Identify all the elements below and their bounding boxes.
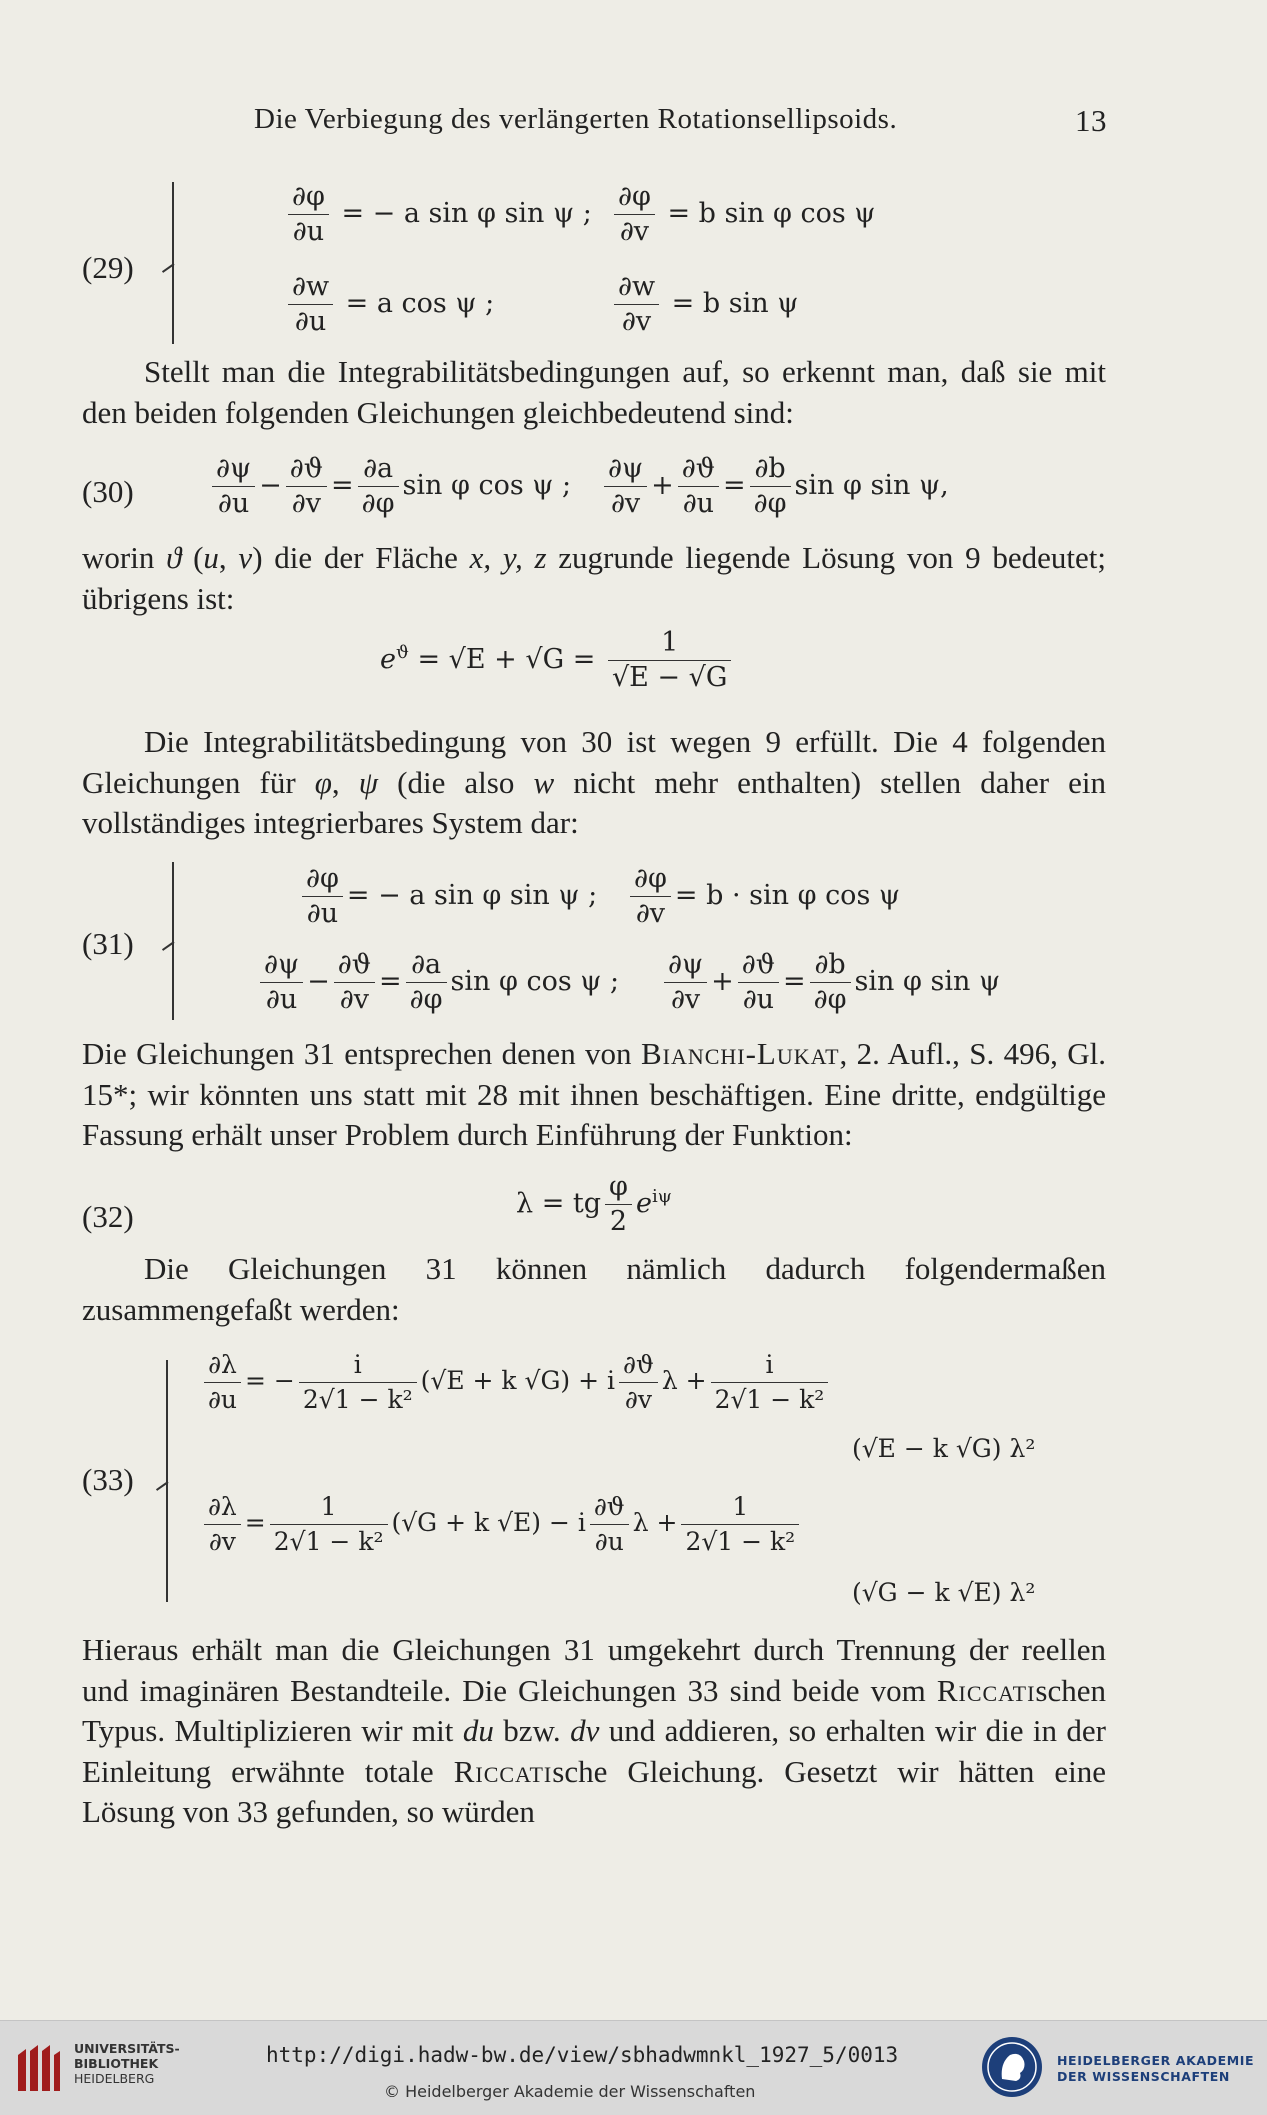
equation-line: $\frac{\partial\lambda}{\partial v}$ = $\frac{1}{\text{2√1 − k²}}$ (√G + k √E) − i $\frac{\partial ϑ}{\partial u}$ λ + $\frac{1}{\text{2√1 − k²}}$ — [200, 1490, 803, 1559]
university-library-name: UNIVERSITÄTS- BIBLIOTHEK HEIDELBERG — [74, 2041, 180, 2086]
viewer-footer — [0, 2020, 1267, 2115]
page-number: 13 — [1075, 103, 1107, 138]
brace — [172, 182, 188, 344]
running-head-title: Die Verbiegung des verlängerten Rotationsellipsoids. — [254, 103, 898, 135]
equation-line: $\frac{\partial w}{\partial u}$ = a cos ψ ; — [284, 270, 494, 339]
equation-line: (√E − k √G) λ² — [852, 1434, 1036, 1463]
equation-line: λ = tg $\frac{\varphi}{2}$ $e^{i\psi}$ — [516, 1171, 672, 1237]
copyright-notice: © Heidelberger Akademie der Wissenschaften — [384, 2082, 756, 2101]
brace — [166, 1360, 182, 1602]
paragraph: worin ϑ (u, v) die der Fläche x, y, z zugrunde liegende Lösung von 9 bedeutet; übrigens ist: — [82, 540, 1107, 616]
equation-number: (32) — [82, 1199, 134, 1234]
academy-name: HEIDELBERGER AKADEMIE DER WISSENSCHAFTEN — [1057, 2053, 1255, 2084]
equation-line: $\frac{\partial\varphi}{\partial v}$ = b sin φ cos ψ — [610, 180, 875, 249]
equation-line: $\frac{\partial\varphi}{\partial u}$ = − a sin φ sin ψ ; — [298, 862, 597, 931]
equation-line: $\frac{\partial\lambda}{\partial u}$ = − $\frac{i}{\text{2√1 − k²}}$ (√E + k √G) + i $\frac{\partial ϑ}{\partial v}$ λ + $\frac{i}{\text{2√1 − k²}}$ — [200, 1348, 832, 1417]
equation-e-theta: $e^ϑ = √E + √G$ = $\frac{1}{√E - √G}$ — [380, 626, 735, 695]
equation-line: $\frac{\partial\varphi}{\partial v}$ = b · sin φ cos ψ — [626, 862, 900, 931]
equation-line: (√G − k √E) λ² — [852, 1578, 1036, 1607]
university-library-logo-icon[interactable] — [14, 2041, 64, 2095]
author-name: Bianchi-Lukat — [640, 1036, 840, 1071]
academy-seal-logo-icon[interactable] — [980, 2035, 1044, 2099]
equation-number: (31) — [82, 926, 134, 961]
paragraph: Stellt man die Integrabilitätsbedingungen auf, so erkennt man, daß sie mit den beiden folgenden Gleichungen gleichbedeutend sind: — [82, 354, 1106, 430]
document-url-link[interactable]: http://digi.hadw-bw.de/view/sbhadwmnkl_1927_5/0013 — [266, 2043, 899, 2067]
paragraph: Die Gleichungen 31 können nämlich dadurch folgendermaßen zusammengefaßt werden: — [82, 1251, 1106, 1327]
equation-line: $\frac{\partial\psi}{\partial u}$ − $\frac{\partial ϑ}{\partial v}$ = $\frac{\partial a}{\partial\varphi}$ sin φ cos ψ ; — [256, 948, 619, 1017]
equation-number: (29) — [82, 250, 134, 285]
brace — [172, 862, 188, 1020]
equation-line: $\frac{\partial\psi}{\partial v}$ + $\frac{\partial ϑ}{\partial u}$ = $\frac{\partial b}{\partial\varphi}$ sin φ sin ψ, — [600, 452, 949, 521]
equation-line: $\frac{\partial\psi}{\partial v}$ + $\frac{\partial ϑ}{\partial u}$ = $\frac{\partial b}{\partial\varphi}$ sin φ sin ψ — [660, 948, 1000, 1017]
equation-number: (30) — [82, 474, 134, 509]
running-head — [254, 103, 1107, 136]
paragraph: Die Gleichungen 31 entsprechen denen von Bianchi-Lukat, 2. Aufl., S. 496, Gl. 15*; wir könnten uns statt mit 28 mit ihnen beschäftigen. Eine dritte, endgültige Fassung erhält unser Problem durch Einführung der Funktion: — [82, 1036, 1106, 1152]
paragraph: Die Integrabilitätsbedingung von 30 ist wegen 9 erfüllt. Die 4 folgenden Gleichungen für φ, ψ (die also w nicht mehr enthalten) stellen daher ein vollständiges integrierbares System dar: — [82, 724, 1107, 840]
equation-line: $\frac{\partial\psi}{\partial u}$ − $\frac{\partial ϑ}{\partial v}$ = $\frac{\partial a}{\partial\varphi}$ sin φ cos ψ ; — [208, 452, 571, 521]
equation-number: (33) — [82, 1462, 134, 1497]
equation-line: $\frac{\partial w}{\partial v}$ = b sin ψ — [610, 270, 798, 339]
equation-line: $\frac{\partial\varphi}{\partial u}$ = − a sin φ sin ψ ; — [284, 180, 592, 249]
paragraph: Hieraus erhält man die Gleichungen 31 umgekehrt durch Trennung der reellen und imaginären Bestandteile. Die Gleichungen 33 sind beide vom Riccatischen Typus. Multiplizieren wir mit du bzw. dv und addieren, so erhalten wir die in der Einleitung erwähnte totale Riccatische Gleichung. Gesetzt wir hätten eine Lösung von 33 gefunden, so würden — [82, 1632, 1107, 1829]
